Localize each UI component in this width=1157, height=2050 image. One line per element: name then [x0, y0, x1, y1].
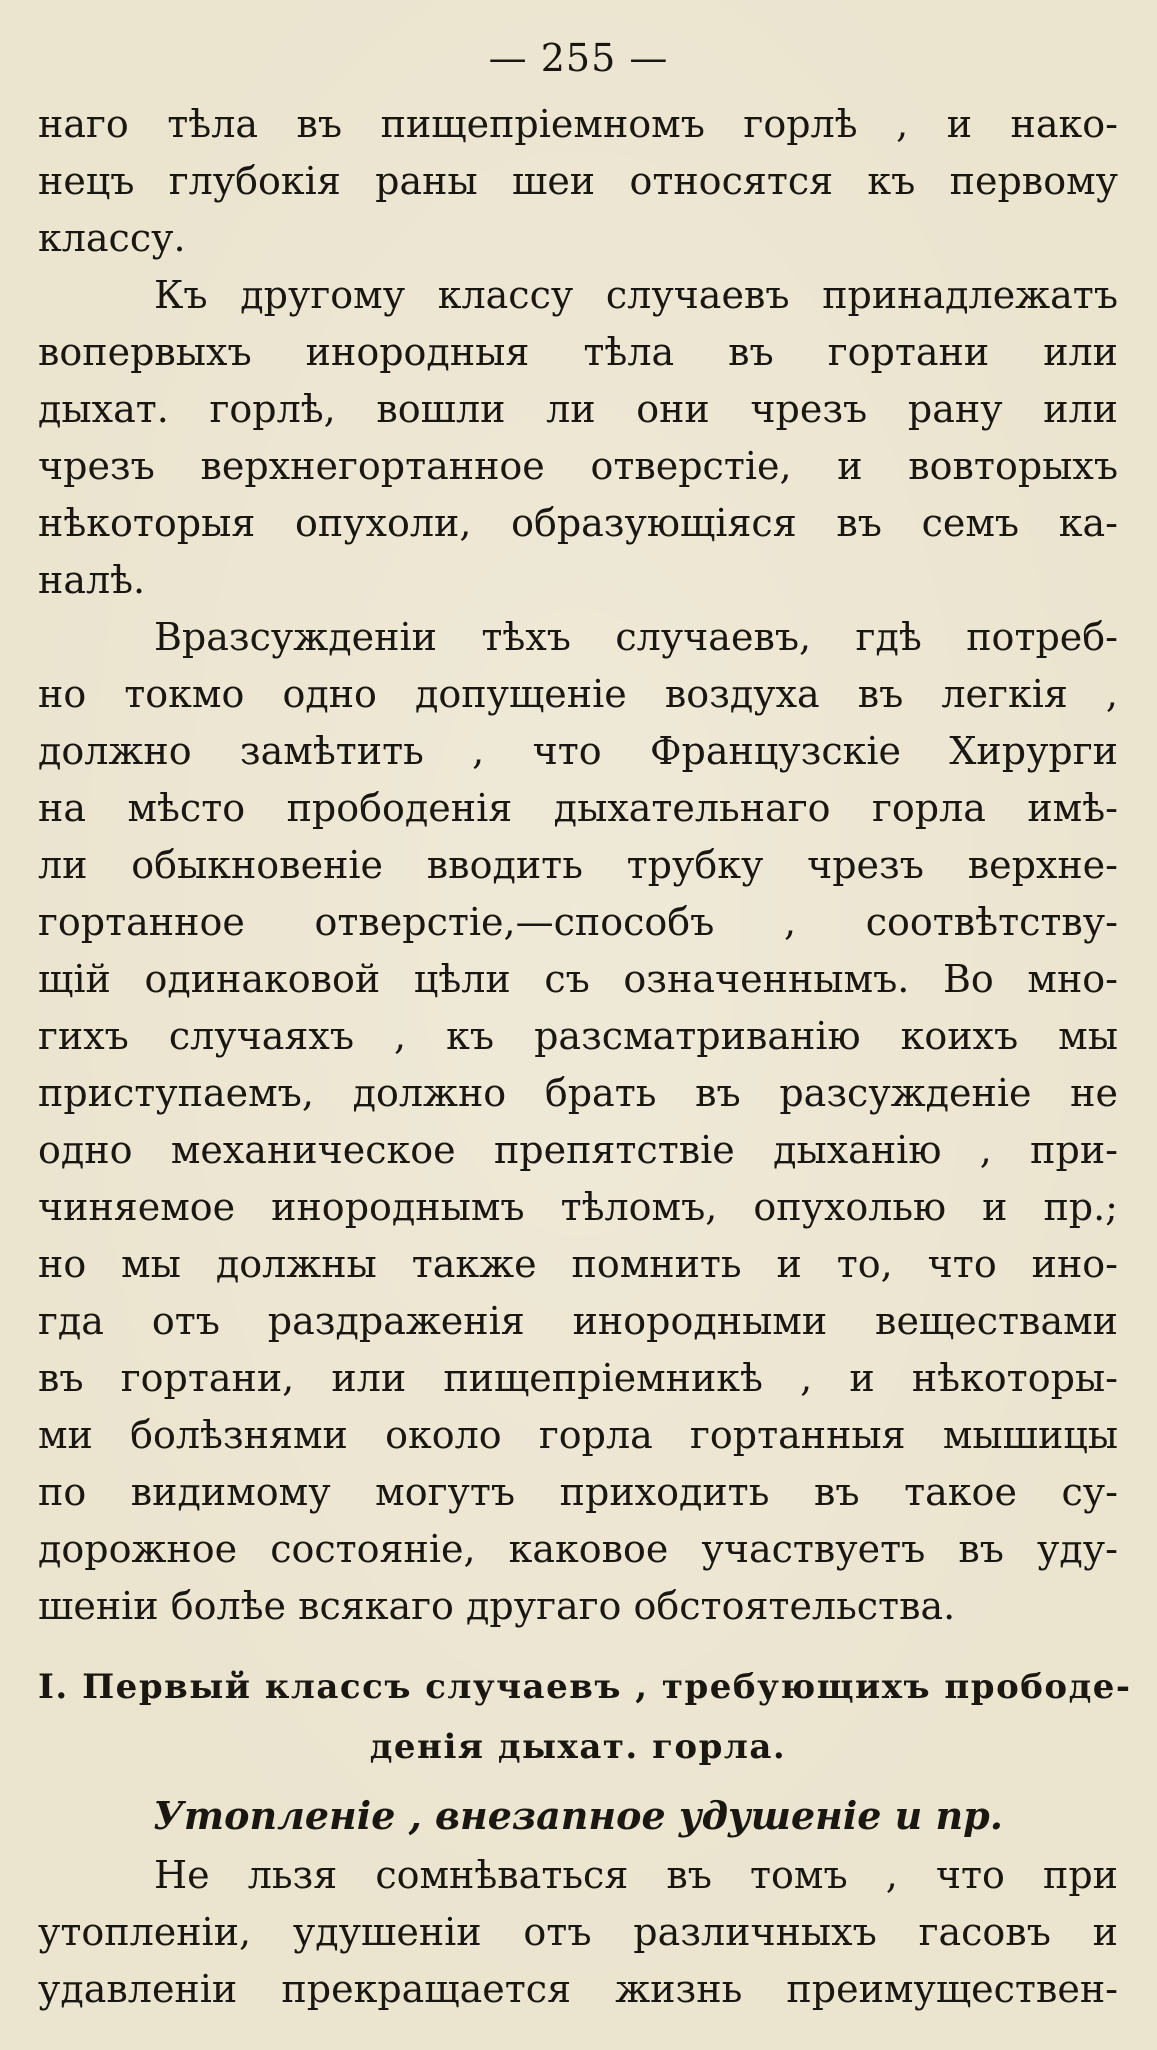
text-line: утопленіи, удушеніи отъ различныхъ гасовъ и	[38, 1910, 1118, 1954]
text-line: приступаемъ, должно брать въ разсужденіе не	[38, 1071, 1118, 1115]
text-line: по видимому могутъ приходить въ такое су-	[38, 1470, 1118, 1514]
text-line: ли обыкновеніе вводить трубку чрезъ верхне-	[38, 843, 1118, 887]
text-line: нецъ глубокія раны шеи относятся къ первому	[38, 159, 1118, 203]
text-line: нѣкоторыя опухоли, образующіяся въ семъ ка-	[38, 501, 1118, 545]
text-line: гихъ случаяхъ , къ разсматриванію коихъ мы	[38, 1014, 1118, 1058]
text-line: наго тѣла въ пищепріемномъ горлѣ , и нако-	[38, 102, 1118, 146]
text-line: удавленіи прекращается жизнь преимуществен-	[38, 1967, 1118, 2011]
text-line: Къ другому классу случаевъ принадлежатъ	[154, 273, 1118, 317]
text-line: чиняемое инороднымъ тѣломъ, опухолью и пр.;	[38, 1185, 1118, 1229]
text-line: въ гортани, или пищепріемникѣ , и нѣкоторы-	[38, 1356, 1118, 1400]
text-line: вопервыхъ инородныя тѣла въ гортани или	[38, 330, 1118, 374]
text-line: ми болѣзнями около горла гортанныя мышицы	[38, 1413, 1118, 1457]
text-line: Вразсужденіи тѣхъ случаевъ, гдѣ потреб-	[154, 615, 1118, 659]
subheading: Утопленіе , внезапное удушеніе и пр.	[153, 1793, 1003, 1838]
text-line: шеніи болѣе всякаго другаго обстоятельства.	[38, 1584, 956, 1628]
text-line: одно механическое препятствіе дыханію , при-	[38, 1128, 1118, 1172]
text-line: должно замѣтить , что Французскіе Хирурги	[38, 729, 1118, 773]
body-text	[38, 96, 1132, 2018]
section-heading-continued: денія дыхат. горла.	[369, 1727, 787, 1767]
text-line: на мѣсто прободенія дыхательнаго горла имѣ-	[38, 786, 1118, 830]
text-line: гда отъ раздраженія инородными веществами	[38, 1299, 1118, 1343]
text-line: но мы должны также помнить и то, что ино-	[38, 1242, 1118, 1286]
page-number: — 255 —	[488, 36, 669, 80]
text-line: чрезъ верхнегортанное отверстіе, и вовторыхъ	[38, 444, 1118, 488]
text-line: гортанное отверстіе,—способъ , соотвѣтству-	[38, 900, 1118, 944]
text-line: дорожное состояніе, каковое участвуетъ въ уду-	[38, 1527, 1118, 1571]
text-line: Не льзя сомнѣваться въ томъ , что при	[154, 1853, 1118, 1897]
spacer	[38, 1777, 1118, 1785]
text-line: классу.	[38, 216, 186, 260]
spacer	[38, 1635, 1118, 1657]
section-heading: I. Первый классъ случаевъ , требующихъ прободе-	[38, 1667, 1132, 1707]
text-line: налѣ.	[38, 558, 146, 602]
text-line: дыхат. горлѣ, вошли ли они чрезъ рану или	[38, 387, 1118, 431]
text-line: щій одинаковой цѣли съ означеннымъ. Во мно-	[38, 957, 1118, 1001]
text-line: но токмо одно допущеніе воздуха въ легкія ,	[38, 672, 1118, 716]
